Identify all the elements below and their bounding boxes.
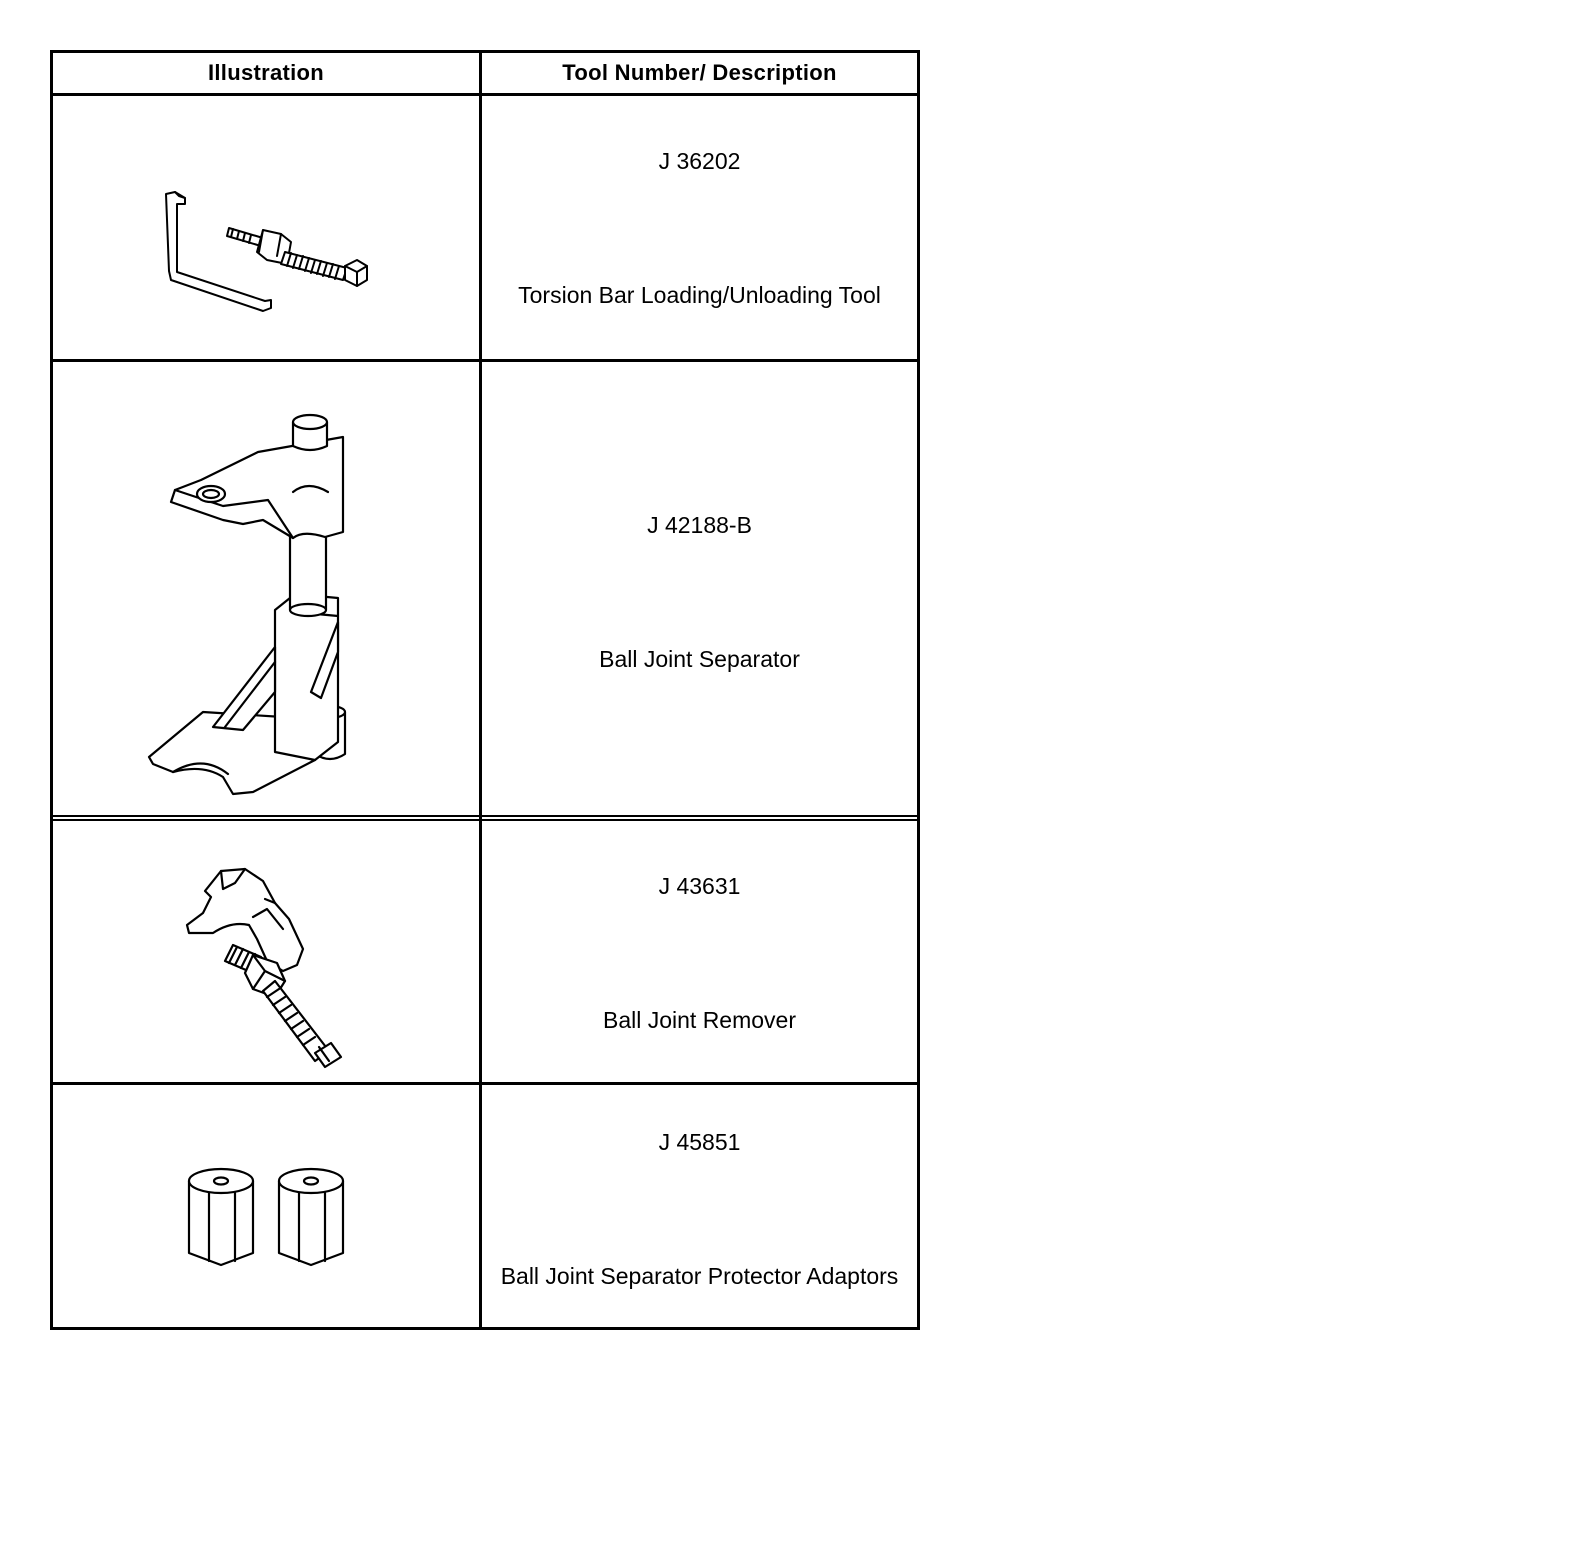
table-row-illustration: [53, 1085, 479, 1327]
tool-description: Ball Joint Remover: [602, 1007, 797, 1033]
protector-adaptors-icon: [53, 1085, 479, 1327]
tool-number: J 45851: [658, 1129, 741, 1155]
table-row-illustration: [53, 821, 479, 1082]
header-tool-description: Tool Number/ Description: [562, 60, 837, 85]
table-row-illustration: [53, 96, 479, 359]
ball-joint-separator-icon: [53, 362, 479, 815]
table-row-illustration: [53, 362, 479, 815]
row-divider: [53, 815, 917, 817]
tool-number: J 43631: [658, 873, 741, 899]
special-tools-table: [50, 50, 920, 1330]
header-illustration: Illustration: [207, 60, 325, 85]
ball-joint-remover-icon: [53, 821, 479, 1082]
tool-description: Torsion Bar Loading/Unloading Tool: [518, 282, 881, 308]
tool-number: J 36202: [658, 148, 741, 174]
torsion-bar-tool-icon: [53, 96, 479, 359]
tool-description: Ball Joint Separator Protector Adaptors: [500, 1263, 899, 1289]
tool-description: Ball Joint Separator: [599, 646, 800, 672]
tool-number: J 42188-B: [647, 512, 752, 538]
